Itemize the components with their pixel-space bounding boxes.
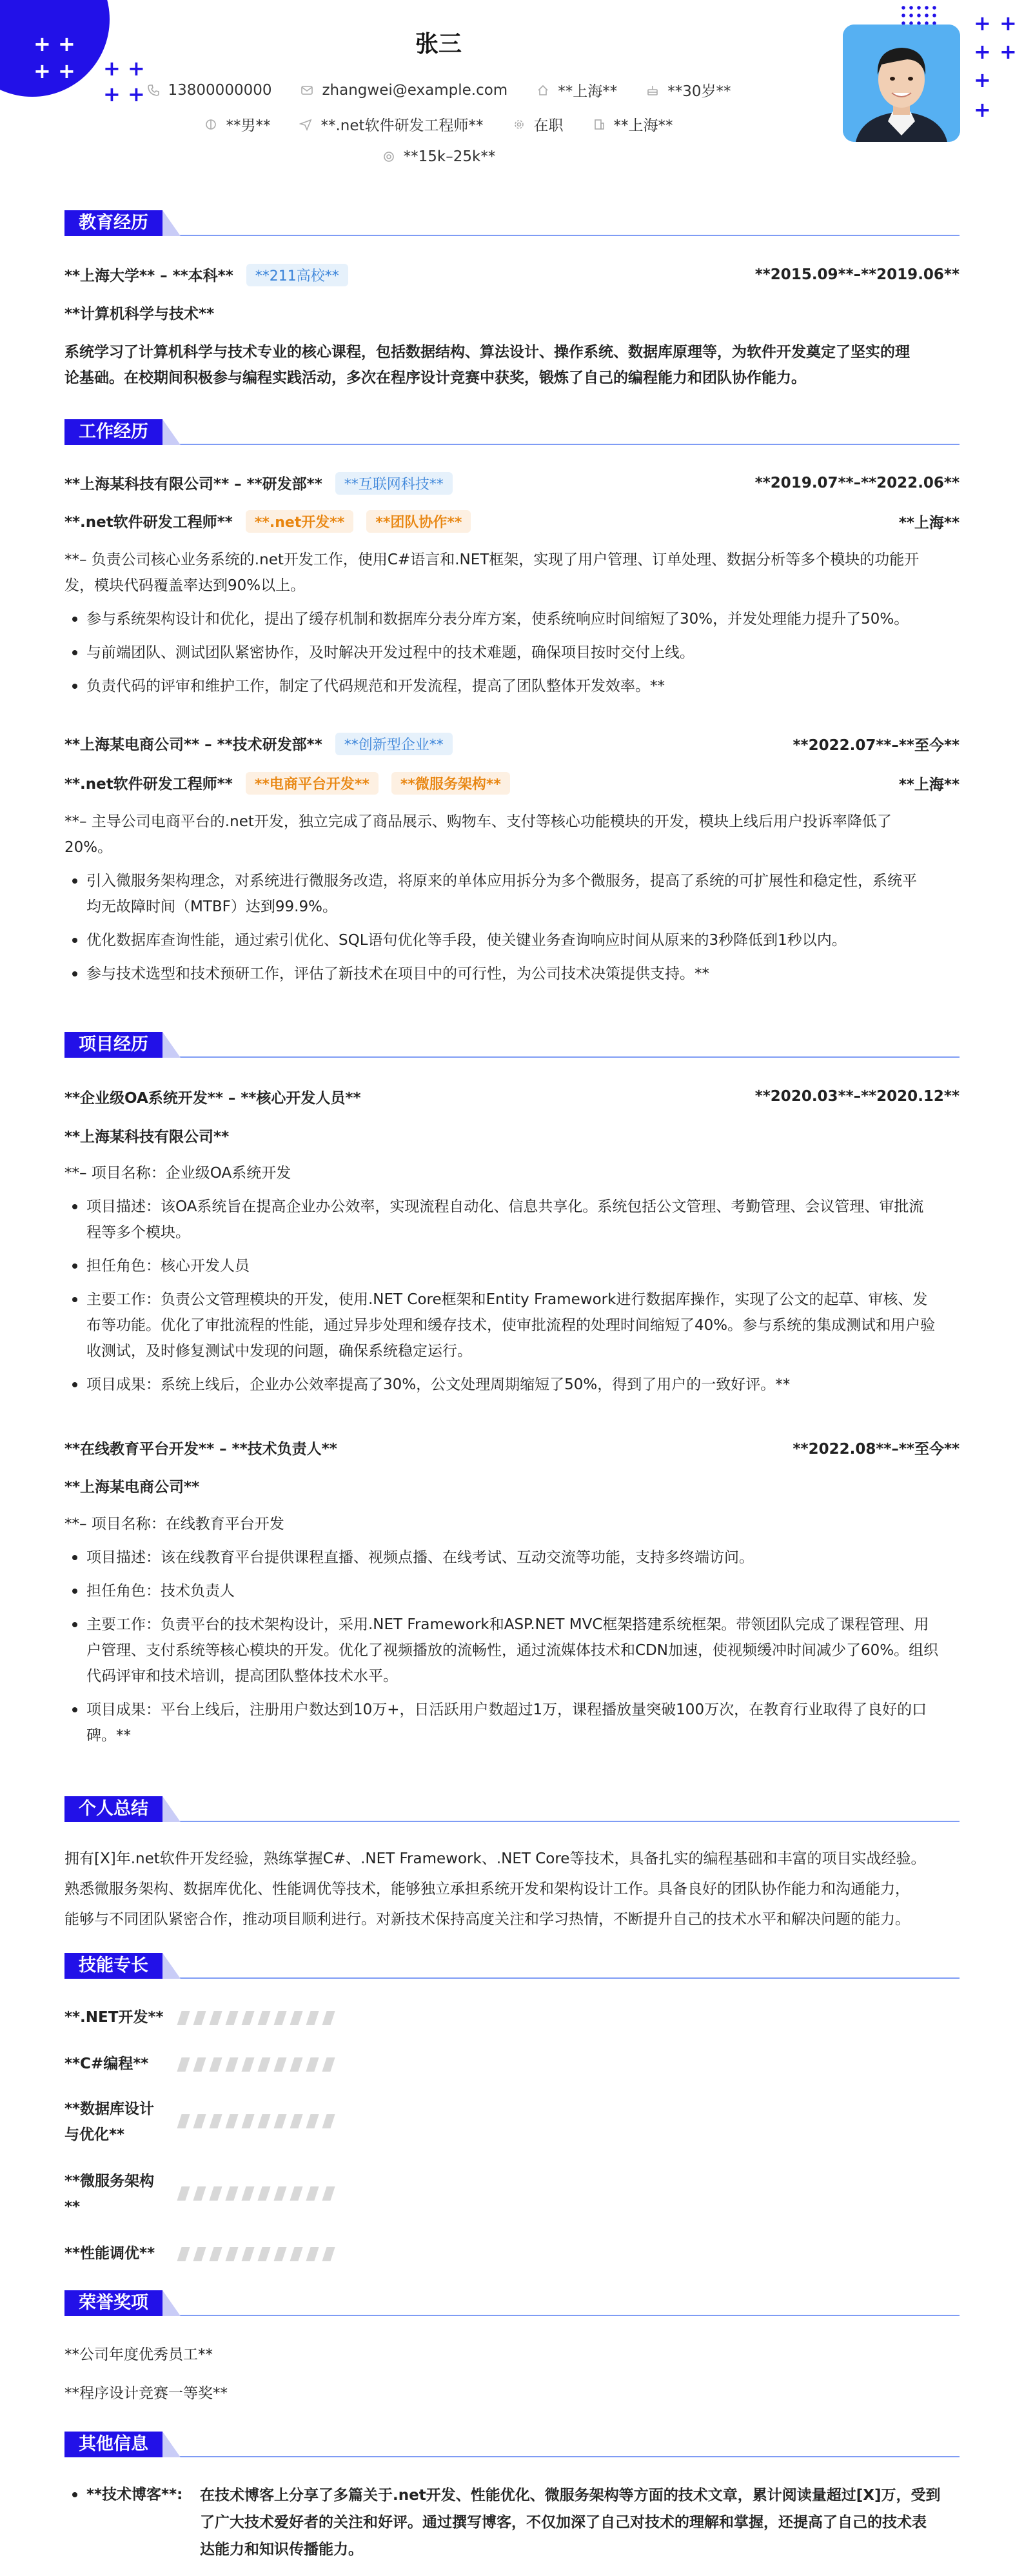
bullet-line: 主要工作：负责平台的技术架构设计，采用.NET Framework和ASP.NET MVC框架搭建系统框架。带领团队完成了课程管理、用: [86, 1616, 929, 1633]
plus-decoration: +: [34, 32, 51, 56]
work-intro-line: **– 主导公司电商平台的.net开发，独立完成了商品展示、购物车、支付等核心功能模块的开发，模块上线后用户投诉率降低了: [64, 813, 892, 830]
phone-text[interactable]: 13800000000: [168, 81, 272, 99]
mail-icon: [300, 83, 314, 97]
candidate-name: 张三: [415, 31, 462, 57]
money-icon: [382, 150, 396, 164]
section-header: [64, 419, 960, 445]
bullet-line: 代码评审和技术培训，提高团队整体技术水平。: [86, 1668, 398, 1685]
skills-section: [64, 1953, 960, 1979]
other-info-text: [200, 2482, 940, 2563]
salary-row: [0, 148, 877, 165]
section-title-education: 教育经历: [64, 210, 162, 236]
school-tag: **211高校**: [246, 264, 348, 286]
other-info-line: 在技术博客上分享了多篇关于.net开发、性能优化、微服务架构等方面的技术文章，累计阅读量超过[X]万，受到: [200, 2487, 941, 2504]
profile-row: [0, 114, 877, 135]
project-section: [64, 1032, 960, 1058]
project-title: **企业级OA系统开发** – **核心开发人员**: [64, 1089, 361, 1107]
resume-header: [0, 0, 1024, 193]
bullet-line: 项目描述：该OA系统旨在提高企业办公效率，实现流程自动化、信息共享化。系统包括公文管理、考勤管理、会议管理、审批流: [86, 1198, 924, 1215]
summary-line: 熟悉微服务架构、数据库优化、性能调优等技术，能够独立承担系统开发和架构设计工作。具备良好的团队协作能力和沟通能力，: [64, 1881, 910, 1897]
city-text: **上海**: [558, 83, 618, 100]
role-title: **.net软件研发工程师**: [64, 513, 233, 531]
phone-icon: [146, 83, 161, 97]
plus-decoration: +: [103, 56, 121, 81]
skill-name: [64, 2168, 168, 2220]
education-date: **2015.09**–**2019.06**: [754, 266, 960, 283]
work-bullet: 参与系统架构设计和优化，提出了缓存机制和数据库分表分库方案，使系统响应时间缩短了30%，并发处理能力提升了50%。: [64, 606, 960, 632]
summary-line: 拥有[X]年.net软件开发经验，熟练掌握C#、.NET Framework、.NET Core等技术，具备扎实的编程基础和丰富的项目实战经验。: [64, 1850, 926, 1867]
bullet-line: 均无故障时间（MTBF）达到99.9%。: [86, 898, 337, 915]
work-bullet: 优化数据库查询性能，通过索引优化、SQL语句优化等手段，使关键业务查询响应时间从原来的3秒降低到1秒以内。: [64, 927, 960, 953]
role-line: [64, 510, 471, 533]
role-title: **.net软件研发工程师**: [64, 775, 233, 793]
plus-decoration: +: [128, 56, 145, 81]
project-bullet: [64, 1612, 960, 1689]
section-header: [64, 1032, 960, 1058]
major: **计算机科学与技术**: [64, 306, 215, 322]
skill-tag: **团队协作**: [366, 510, 471, 533]
work-details: [64, 547, 960, 699]
skill-name: **C#编程**: [64, 2056, 149, 2072]
section-title-skills: 技能专长: [64, 1953, 162, 1979]
skill-name: **.NET开发**: [64, 2009, 164, 2026]
bullet-line: 户管理、支付系统等核心模块的开发。优化了视频播放的流畅性，通过流媒体技术和CDN加速，使视频缓冲时间减少了60%。组织: [86, 1642, 939, 1659]
project-company: **上海某电商公司**: [64, 1479, 200, 1496]
plus-decoration: +: [103, 82, 121, 106]
work-details: [64, 809, 960, 987]
education-desc-line: 系统学习了计算机科学与技术专业的核心课程，包括数据结构、算法设计、操作系统、数据库原理等，为软件开发奠定了坚实的理: [64, 344, 910, 361]
summary-line: 能够与不同团队紧密合作，推动项目顺利进行。对新技术保持高度关注和学习热情，不断提升自己的技术水平和解决问题的能力。: [64, 1911, 910, 1928]
age-text: **30岁**: [667, 83, 731, 100]
skill-tag: **微服务架构**: [391, 772, 510, 795]
skill-level-bar: [179, 2057, 333, 2072]
school-name: **上海大学** – **本科**: [64, 267, 233, 284]
bullet-line: 主要工作：负责公文管理模块的开发，使用.NET Core框架和Entity Framework进行数据库操作，实现了公文的起草、审核、发: [86, 1291, 928, 1308]
project-bullet: [64, 1697, 960, 1749]
skill-level-bar: [179, 2247, 333, 2261]
company-tag: **互联网科技**: [335, 472, 453, 495]
plus-decoration: +: [999, 11, 1017, 35]
education-desc-line: 论基础。在校期间积极参与编程实践活动，多次在程序设计竞赛中获奖，锻炼了自己的编程能力和团队协作能力。: [64, 370, 806, 386]
plus-decoration: +: [974, 97, 991, 122]
work-bullet: 负责代码的评审和维护工作，制定了代码规范和开发流程，提高了团队整体开发效率。**: [64, 673, 960, 699]
company-line: [64, 472, 453, 495]
email-text[interactable]: zhangwei@example.com: [322, 81, 508, 99]
gender-text: **男**: [226, 117, 271, 134]
bullet-line: 收测试，及时修复测试中发现的问题，确保系统稳定运行。: [86, 1343, 472, 1360]
work-bullet: 与前端团队、测试团队紧密协作，及时解决开发过程中的技术难题，确保项目按时交付上线。: [64, 640, 960, 666]
project-entry-header: [64, 1436, 960, 1459]
work-bullet: [64, 868, 960, 920]
section-title-honors: 荣誉奖项: [64, 2290, 162, 2316]
project-details: [64, 1160, 960, 1398]
skill-level-bar: [179, 2011, 333, 2025]
other-info-label: **技术博客**:: [64, 2482, 200, 2563]
email-item: [300, 79, 507, 101]
project-entry-header: [64, 1085, 960, 1108]
section-title-work: 工作经历: [64, 419, 162, 445]
section-title-summary: 个人总结: [64, 1796, 162, 1822]
send-icon: [299, 117, 313, 132]
project-bullet: 项目成果：系统上线后，企业办公效率提高了30%，公文处理周期缩短了50%，得到了用户的一致好评。**: [64, 1372, 960, 1398]
company-name: **上海某科技有限公司** – **研发部**: [64, 475, 322, 493]
other-info-line: 达能力和知识传播能力。: [200, 2541, 363, 2558]
gender-item: [204, 114, 270, 135]
section-header: [64, 2290, 960, 2316]
position-item: [299, 114, 483, 135]
other-info-item: [64, 2482, 960, 2563]
skill-name-line: **数据库设计: [64, 2101, 155, 2117]
company-tag: **创新型企业**: [335, 733, 453, 755]
gender-icon: [204, 117, 218, 132]
plus-decoration: +: [58, 59, 75, 83]
project-company: **上海某科技有限公司**: [64, 1129, 230, 1145]
work-role-row: [64, 510, 960, 533]
work-date: **2019.07**–**2022.06**: [754, 475, 960, 491]
contact-row: [0, 79, 877, 101]
avatar: [843, 25, 960, 142]
section-header: [64, 210, 960, 236]
project-name-line: **– 项目名称：企业级OA系统开发: [64, 1165, 291, 1182]
work-role-row: [64, 771, 960, 795]
company-line: [64, 733, 453, 755]
project-date: **2020.03**–**2020.12**: [754, 1088, 960, 1105]
section-header: [64, 2432, 960, 2457]
bullet-line: 项目成果：平台上线后，注册用户数达到10万+，日活跃用户数超过1万，课程播放量突破100万次，在教育行业取得了良好的口: [86, 1701, 927, 1718]
summary-text: [64, 1846, 960, 1932]
status-item: [512, 114, 564, 135]
cake-icon: [645, 83, 660, 97]
project-title: **在线教育平台开发** – **技术负责人**: [64, 1440, 337, 1458]
skill-level-bar: [179, 2186, 333, 2201]
bullet-line: 布等功能。优化了审批流程的性能，通过异步处理和缓存技术，使审批流程的处理时间缩短了40%。参与系统的集成测试和用户验: [86, 1317, 936, 1334]
bullet-line: 程等多个模块。: [86, 1224, 190, 1241]
project-bullet: [64, 1287, 960, 1364]
target-city-item: [592, 114, 673, 135]
bullet-line: 引入微服务架构理念，对系统进行微服务改造，将原来的单体应用拆分为多个微服务，提高了系统的可扩展性和稳定性，系统平: [86, 873, 917, 889]
skill-name-line: 与优化**: [64, 2126, 125, 2143]
position-text: **.net软件研发工程师**: [320, 117, 484, 134]
gear-icon: [512, 117, 526, 132]
plus-decoration: +: [999, 39, 1017, 64]
section-title-other: 其他信息: [64, 2432, 162, 2457]
section-header: [64, 1796, 960, 1822]
plus-decoration: +: [974, 39, 991, 64]
project-bullet: 项目描述：该在线教育平台提供课程直播、视频点播、在线考试、互动交流等功能，支持多终端访问。: [64, 1545, 960, 1570]
skill-tag: **.net开发**: [246, 510, 353, 533]
section-title-project: 项目经历: [64, 1032, 162, 1058]
work-intro-line: **– 负责公司核心业务系统的.net开发工作，使用C#语言和.NET框架，实现了用户管理、订单处理、数据分析等多个模块的功能开: [64, 551, 920, 568]
education-section: [64, 210, 960, 236]
skill-name: **性能调优**: [64, 2245, 155, 2262]
project-bullet: [64, 1194, 960, 1245]
skill-name-line: **: [64, 2199, 81, 2215]
honor-item: **程序设计竞赛一等奖**: [64, 2385, 228, 2402]
role-line: [64, 772, 510, 795]
project-bullet: 担任角色：核心开发人员: [64, 1253, 960, 1279]
honor-item: **公司年度优秀员工**: [64, 2346, 213, 2363]
section-header: [64, 1953, 960, 1979]
work-date: **2022.07**–**至今**: [793, 737, 960, 754]
honors-section: [64, 2290, 960, 2316]
project-bullet: 担任角色：技术负责人: [64, 1578, 960, 1604]
skill-name: [64, 2096, 168, 2148]
bullet-line: 碑。**: [86, 1727, 131, 1744]
work-entry-header: [64, 471, 960, 495]
education-entry-header: [64, 263, 960, 286]
skill-name-line: **微服务架构: [64, 2173, 155, 2190]
salary-text: **15k–25k**: [403, 148, 496, 165]
school-line: [64, 264, 348, 286]
skill-tag: **电商平台开发**: [246, 772, 379, 795]
age-item: [645, 79, 731, 101]
phone-item: [146, 79, 272, 101]
city-item: [536, 79, 617, 101]
plus-decoration: +: [974, 68, 991, 92]
skill-level-bar: [179, 2114, 333, 2128]
home-icon: [536, 83, 550, 97]
work-location: **上海**: [898, 776, 960, 793]
status-text: 在职: [533, 117, 564, 134]
project-name-line: **– 项目名称：在线教育平台开发: [64, 1516, 284, 1532]
education-desc: [64, 339, 960, 391]
other-section: [64, 2432, 960, 2457]
project-details: [64, 1511, 960, 1749]
plus-decoration: +: [974, 11, 991, 35]
work-location: **上海**: [898, 514, 960, 531]
work-section: [64, 419, 960, 445]
work-intro-line: 发，模块代码覆盖率达到90%以上。: [64, 577, 306, 594]
summary-section: [64, 1796, 960, 1822]
company-name: **上海某电商公司** – **技术研发部**: [64, 736, 322, 753]
work-bullet: 参与技术选型和技术预研工作，评估了新技术在项目中的可行性，为公司技术决策提供支持。**: [64, 961, 960, 987]
plus-decoration: +: [34, 59, 51, 83]
target-city-text: **上海**: [613, 117, 673, 134]
building-icon: [592, 117, 606, 132]
other-info-line: 了广大技术爱好者的关注和好评。通过撰写博客，不仅加深了自己对技术的理解和掌握，还提高了自己的技术表: [200, 2514, 927, 2531]
salary-item: [382, 148, 496, 165]
project-date: **2022.08**–**至今**: [793, 1440, 960, 1458]
plus-decoration: +: [58, 32, 75, 56]
plus-decoration: +: [128, 82, 145, 106]
work-entry-header: [64, 732, 960, 755]
work-intro-line: 20%。: [64, 839, 113, 856]
